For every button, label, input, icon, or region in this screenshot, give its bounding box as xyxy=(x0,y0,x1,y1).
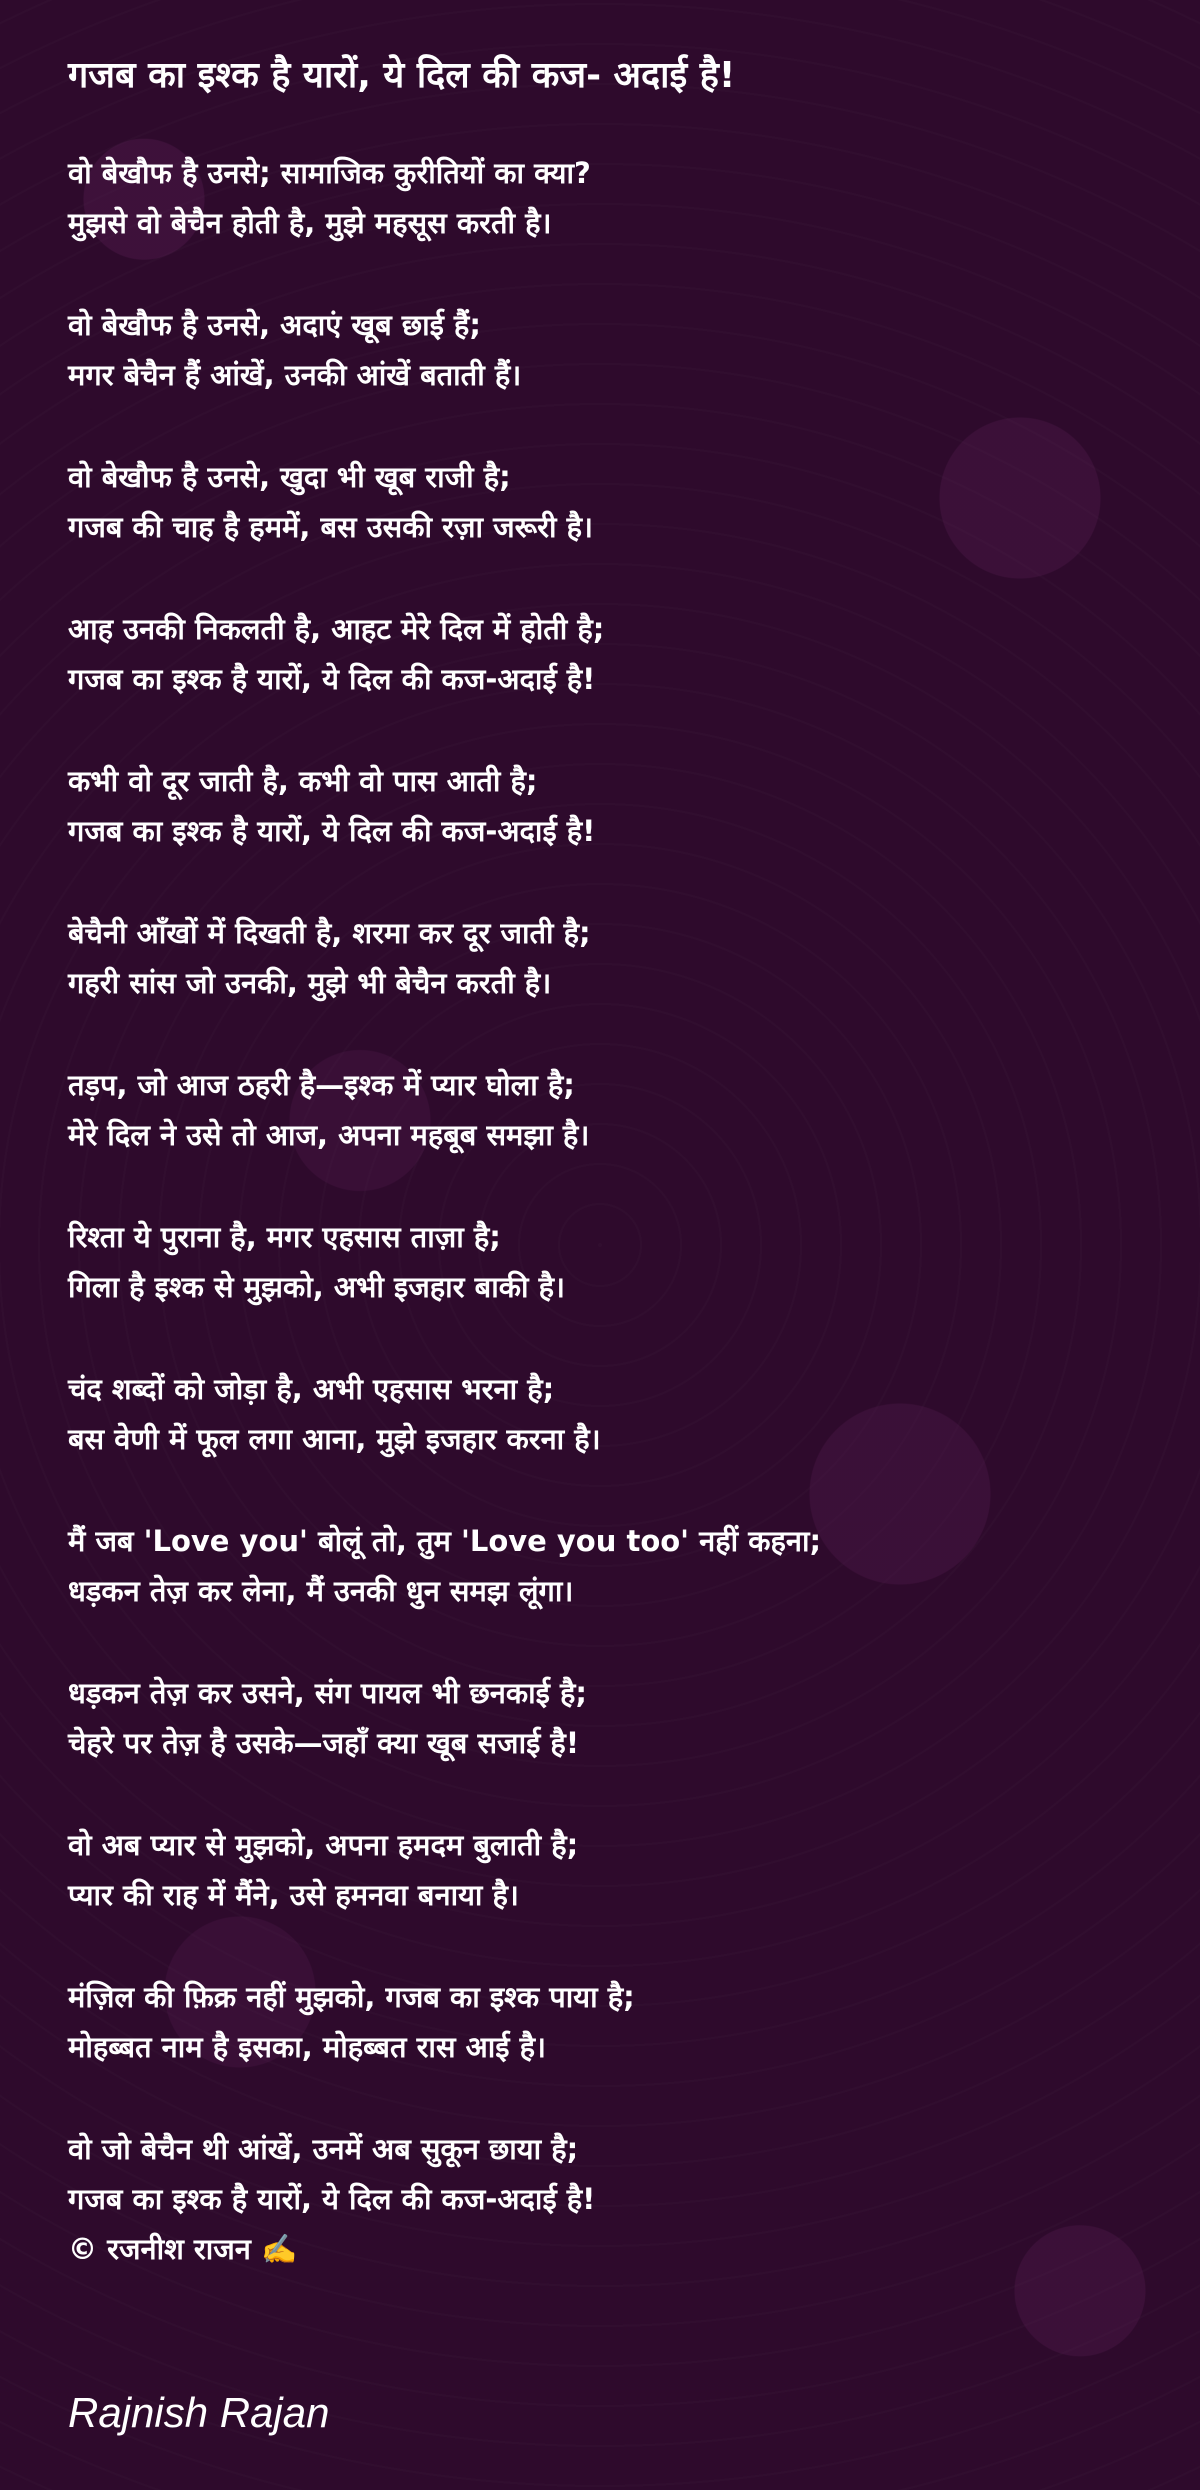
poem-stanza xyxy=(68,1364,1148,1464)
poem-line: बस वेणी में फूल लगा आना, मुझे इजहार करना है। xyxy=(68,1422,601,1456)
poem-stanza xyxy=(68,2124,1148,2224)
poem-line: वो बेखौफ है उनसे, खुदा भी खूब राजी है; xyxy=(68,460,511,494)
poem-line: वो जो बेचैन थी आंखें, उनमें अब सुकून छाया है; xyxy=(68,2132,579,2166)
poem-line: मुझसे वो बेचैन होती है, मुझे महसूस करती है। xyxy=(68,206,552,240)
poem-line: धड़कन तेज़ कर उसने, संग पायल भी छनकाई है; xyxy=(68,1676,588,1710)
poem-title: गजब का इश्क है यारों, ये दिल की कज- अदाई है! xyxy=(68,55,736,96)
poem-stanza xyxy=(68,908,1148,1008)
author-name: Rajnish Rajan xyxy=(68,2389,330,2436)
poem-line: तड़प, जो आज ठहरी है—इश्क में प्यार घोला है; xyxy=(68,1068,575,1102)
poem-line: गजब का इश्क है यारों, ये दिल की कज-अदाई है! xyxy=(68,814,596,848)
poem-line: गजब का इश्क है यारों, ये दिल की कज-अदाई है! xyxy=(68,662,596,696)
poem-line: रिश्ता ये पुराना है, मगर एहसास ताज़ा है; xyxy=(68,1220,501,1254)
poem-line: चेहरे पर तेज़ है उसके—जहाँ क्या खूब सजाई है! xyxy=(68,1726,580,1760)
poem-line: मेरे दिल ने उसे तो आज, अपना महबूब समझा है। xyxy=(68,1118,590,1152)
poem-line: वो बेखौफ है उनसे, अदाएं खूब छाई हैं; xyxy=(68,308,481,342)
poem-body xyxy=(68,148,1148,2274)
copyright-signature: © रजनीश राजन ✍️ xyxy=(68,2232,298,2266)
poem-line: कभी वो दूर जाती है, कभी वो पास आती है; xyxy=(68,764,538,798)
poem-stanza xyxy=(68,1668,1148,1768)
poem-stanza xyxy=(68,1516,1148,1616)
poem-stanza xyxy=(68,148,1148,248)
poem-line: गहरी सांस जो उनकी, मुझे भी बेचैन करती है। xyxy=(68,966,552,1000)
poem-line: मंज़िल की फ़िक्र नहीं मुझको, गजब का इश्क पाया है; xyxy=(68,1980,635,2014)
poem-stanza xyxy=(68,604,1148,704)
poem-line: धड़कन तेज़ कर लेना, मैं उनकी धुन समझ लूंगा। xyxy=(68,1574,574,1608)
poem-stanza xyxy=(68,1972,1148,2072)
poem-line: मगर बेचैन हैं आंखें, उनकी आंखें बताती हैं। xyxy=(68,358,522,392)
poem-line: गजब की चाह है हममें, बस उसकी रज़ा जरूरी है। xyxy=(68,510,594,544)
poem-stanza xyxy=(68,1820,1148,1920)
poem-stanza xyxy=(68,1212,1148,1312)
poem-stanza xyxy=(68,756,1148,856)
poem-line: वो अब प्यार से मुझको, अपना हमदम बुलाती है; xyxy=(68,1828,579,1862)
poem-line: गिला है इश्क से मुझको, अभी इजहार बाकी है। xyxy=(68,1270,565,1304)
poem-line: मोहब्बत नाम है इसका, मोहब्बत रास आई है। xyxy=(68,2030,547,2064)
poem-line: प्यार की राह में मैंने, उसे हमनवा बनाया है। xyxy=(68,1878,519,1912)
poem-stanza xyxy=(68,1060,1148,1160)
poem-line: चंद शब्दों को जोड़ा है, अभी एहसास भरना है; xyxy=(68,1372,555,1406)
poem-line: बेचैनी आँखों में दिखती है, शरमा कर दूर जाती है; xyxy=(68,916,591,950)
poem-stanza xyxy=(68,300,1148,400)
poem-stanza xyxy=(68,452,1148,552)
poem-line: वो बेखौफ है उनसे; सामाजिक कुरीतियों का क्या? xyxy=(68,156,591,190)
poem-line: मैं जब 'Love you' बोलूं तो, तुम 'Love you too' नहीं कहना; xyxy=(68,1524,822,1558)
poem-line: गजब का इश्क है यारों, ये दिल की कज-अदाई है! xyxy=(68,2182,596,2216)
poem-line: आह उनकी निकलती है, आहट मेरे दिल में होती है; xyxy=(68,612,605,646)
